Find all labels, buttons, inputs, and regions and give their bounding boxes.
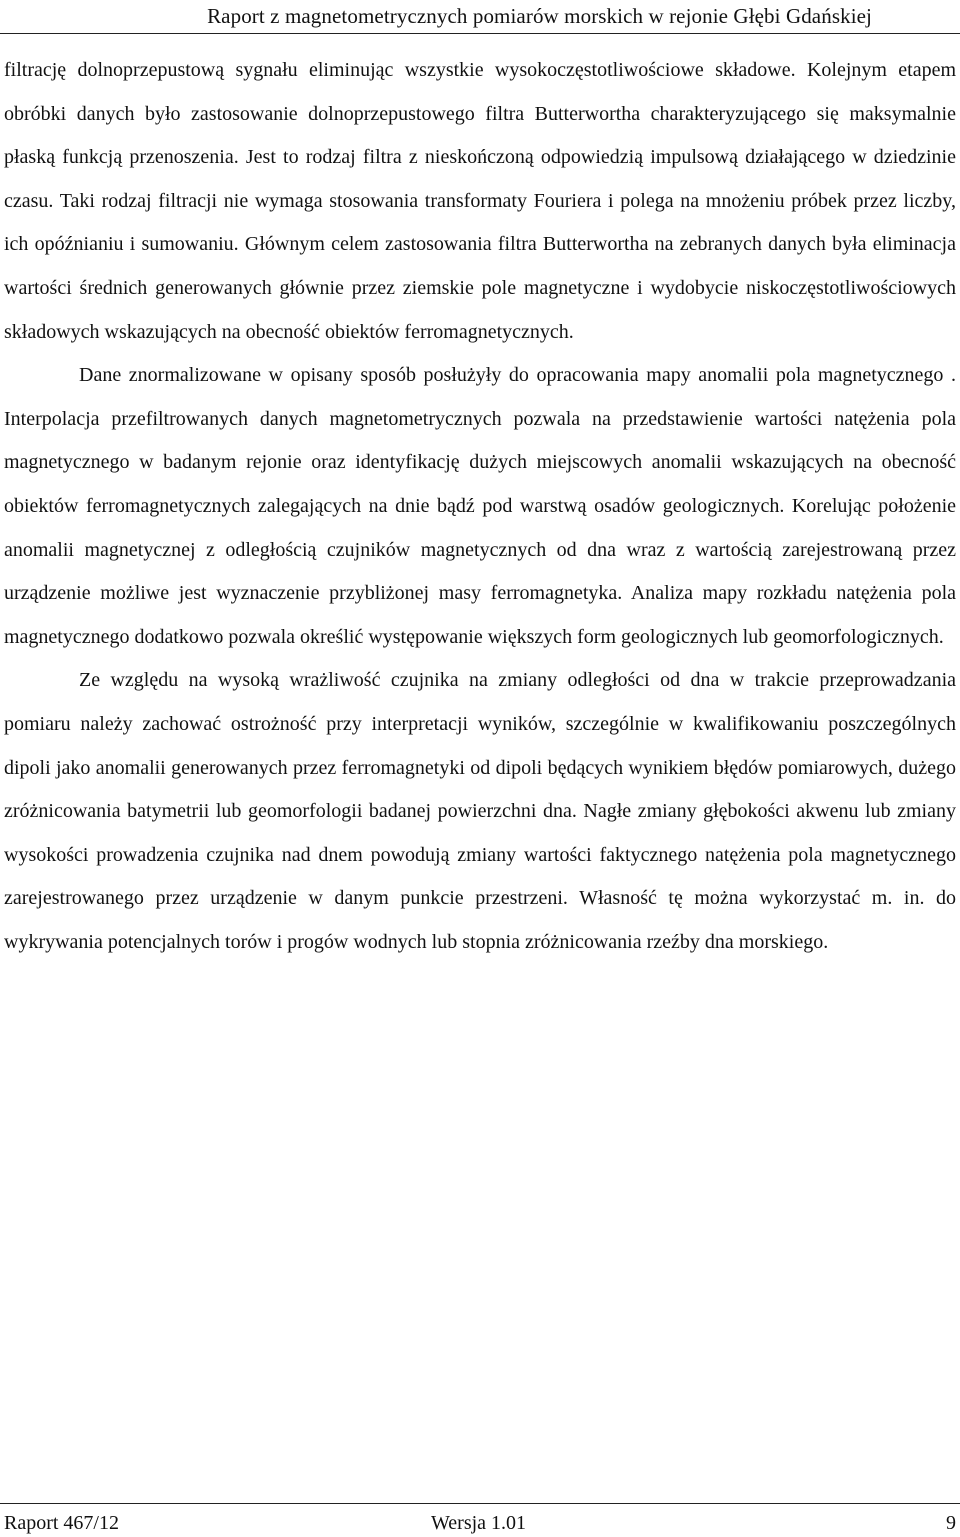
paragraph-filtering: filtrację dolnoprzepustową sygnału eliminując wszystkie wysokoczęstotliwościowe składowe. Kolejnym etapem obróbki danych było zastosowanie dolnoprzepustowego filtra Butterwortha charakteryzującego się maksymalnie płaską funkcją przenoszenia. Jest to rodzaj filtra z nieskończoną odpowiedzią impulsową działającego w dziedzinie czasu. Taki rodzaj filtracji nie wymaga stosowania transformaty Fouriera i polega na mnożeniu próbek przez liczby, ich opóźnianiu i sumowaniu. Głównym celem zastosowania filtra Butterwortha na zebranych danych była eliminacja wartości średnich generowanych głównie przez ziemskie pole magnetyczne i wydobycie niskoczęstotliwościowych składowych wskazujących na obecność obiektów ferromagnetycznych. [4, 59, 956, 343]
page-footer [0, 1503, 960, 1537]
paragraph-anomaly-map: Dane znormalizowane w opisany sposób posłużyły do opracowania mapy anomalii pola magnetycznego . Interpolacja przefiltrowanych danych magnetometrycznych pozwala na przedstawienie wartości natężenia pola magnetycznego w badanym rejonie oraz identyfikację dużych miejscowych anomalii wskazujących na obecność obiektów ferromagnetycznych zalegających na dnie bądź pod warstwą osadów geologicznych. Korelując położenie anomalii magnetycznej z odległością czujników magnetycznych od dna wraz z wartością zarejestrowaną przez urządzenie możliwe jest wyznaczenie przybliżonej masy ferromagnetyka. Analiza mapy rozkładu natężenia pola magnetycznego dodatkowo pozwala określić występowanie większych form geologicznych lub geomorfologicznych. [4, 364, 956, 648]
footer-version: Wersja 1.01 [431, 1512, 527, 1534]
page-header [0, 0, 960, 34]
footer-report-number: Raport 467/12 [4, 1512, 119, 1534]
document-body [4, 49, 956, 964]
footer-page-number: 9 [946, 1512, 956, 1534]
paragraph-interpretation: Ze względu na wysoką wrażliwość czujnika na zmiany odległości od dna w trakcie przeprowadzania pomiaru należy zachować ostrożność przy interpretacji wyników, szczególnie w kwalifikowaniu poszczególnych dipoli jako anomalii generowanych przez ferromagnetyki od dipoli będących wynikiem błędów pomiarowych, dużego zróżnicowania batymetrii lub geomorfologii badanej powierzchni dna. Nagłe zmiany głębokości akwenu lub zmiany wysokości prowadzenia czujnika nad dnem powodują zmiany wartości faktycznego natężenia pola magnetycznego zarejestrowanego przez urządzenie w danym punkcie przestrzeni. Własność tę można wykorzystać m. in. do wykrywania potencjalnych torów i progów wodnych lub stopnia zróżnicowania rzeźby dna morskiego. [4, 669, 956, 953]
header-title: Raport z magnetometrycznych pomiarów morskich w rejonie Głębi Gdańskiej [207, 4, 872, 28]
